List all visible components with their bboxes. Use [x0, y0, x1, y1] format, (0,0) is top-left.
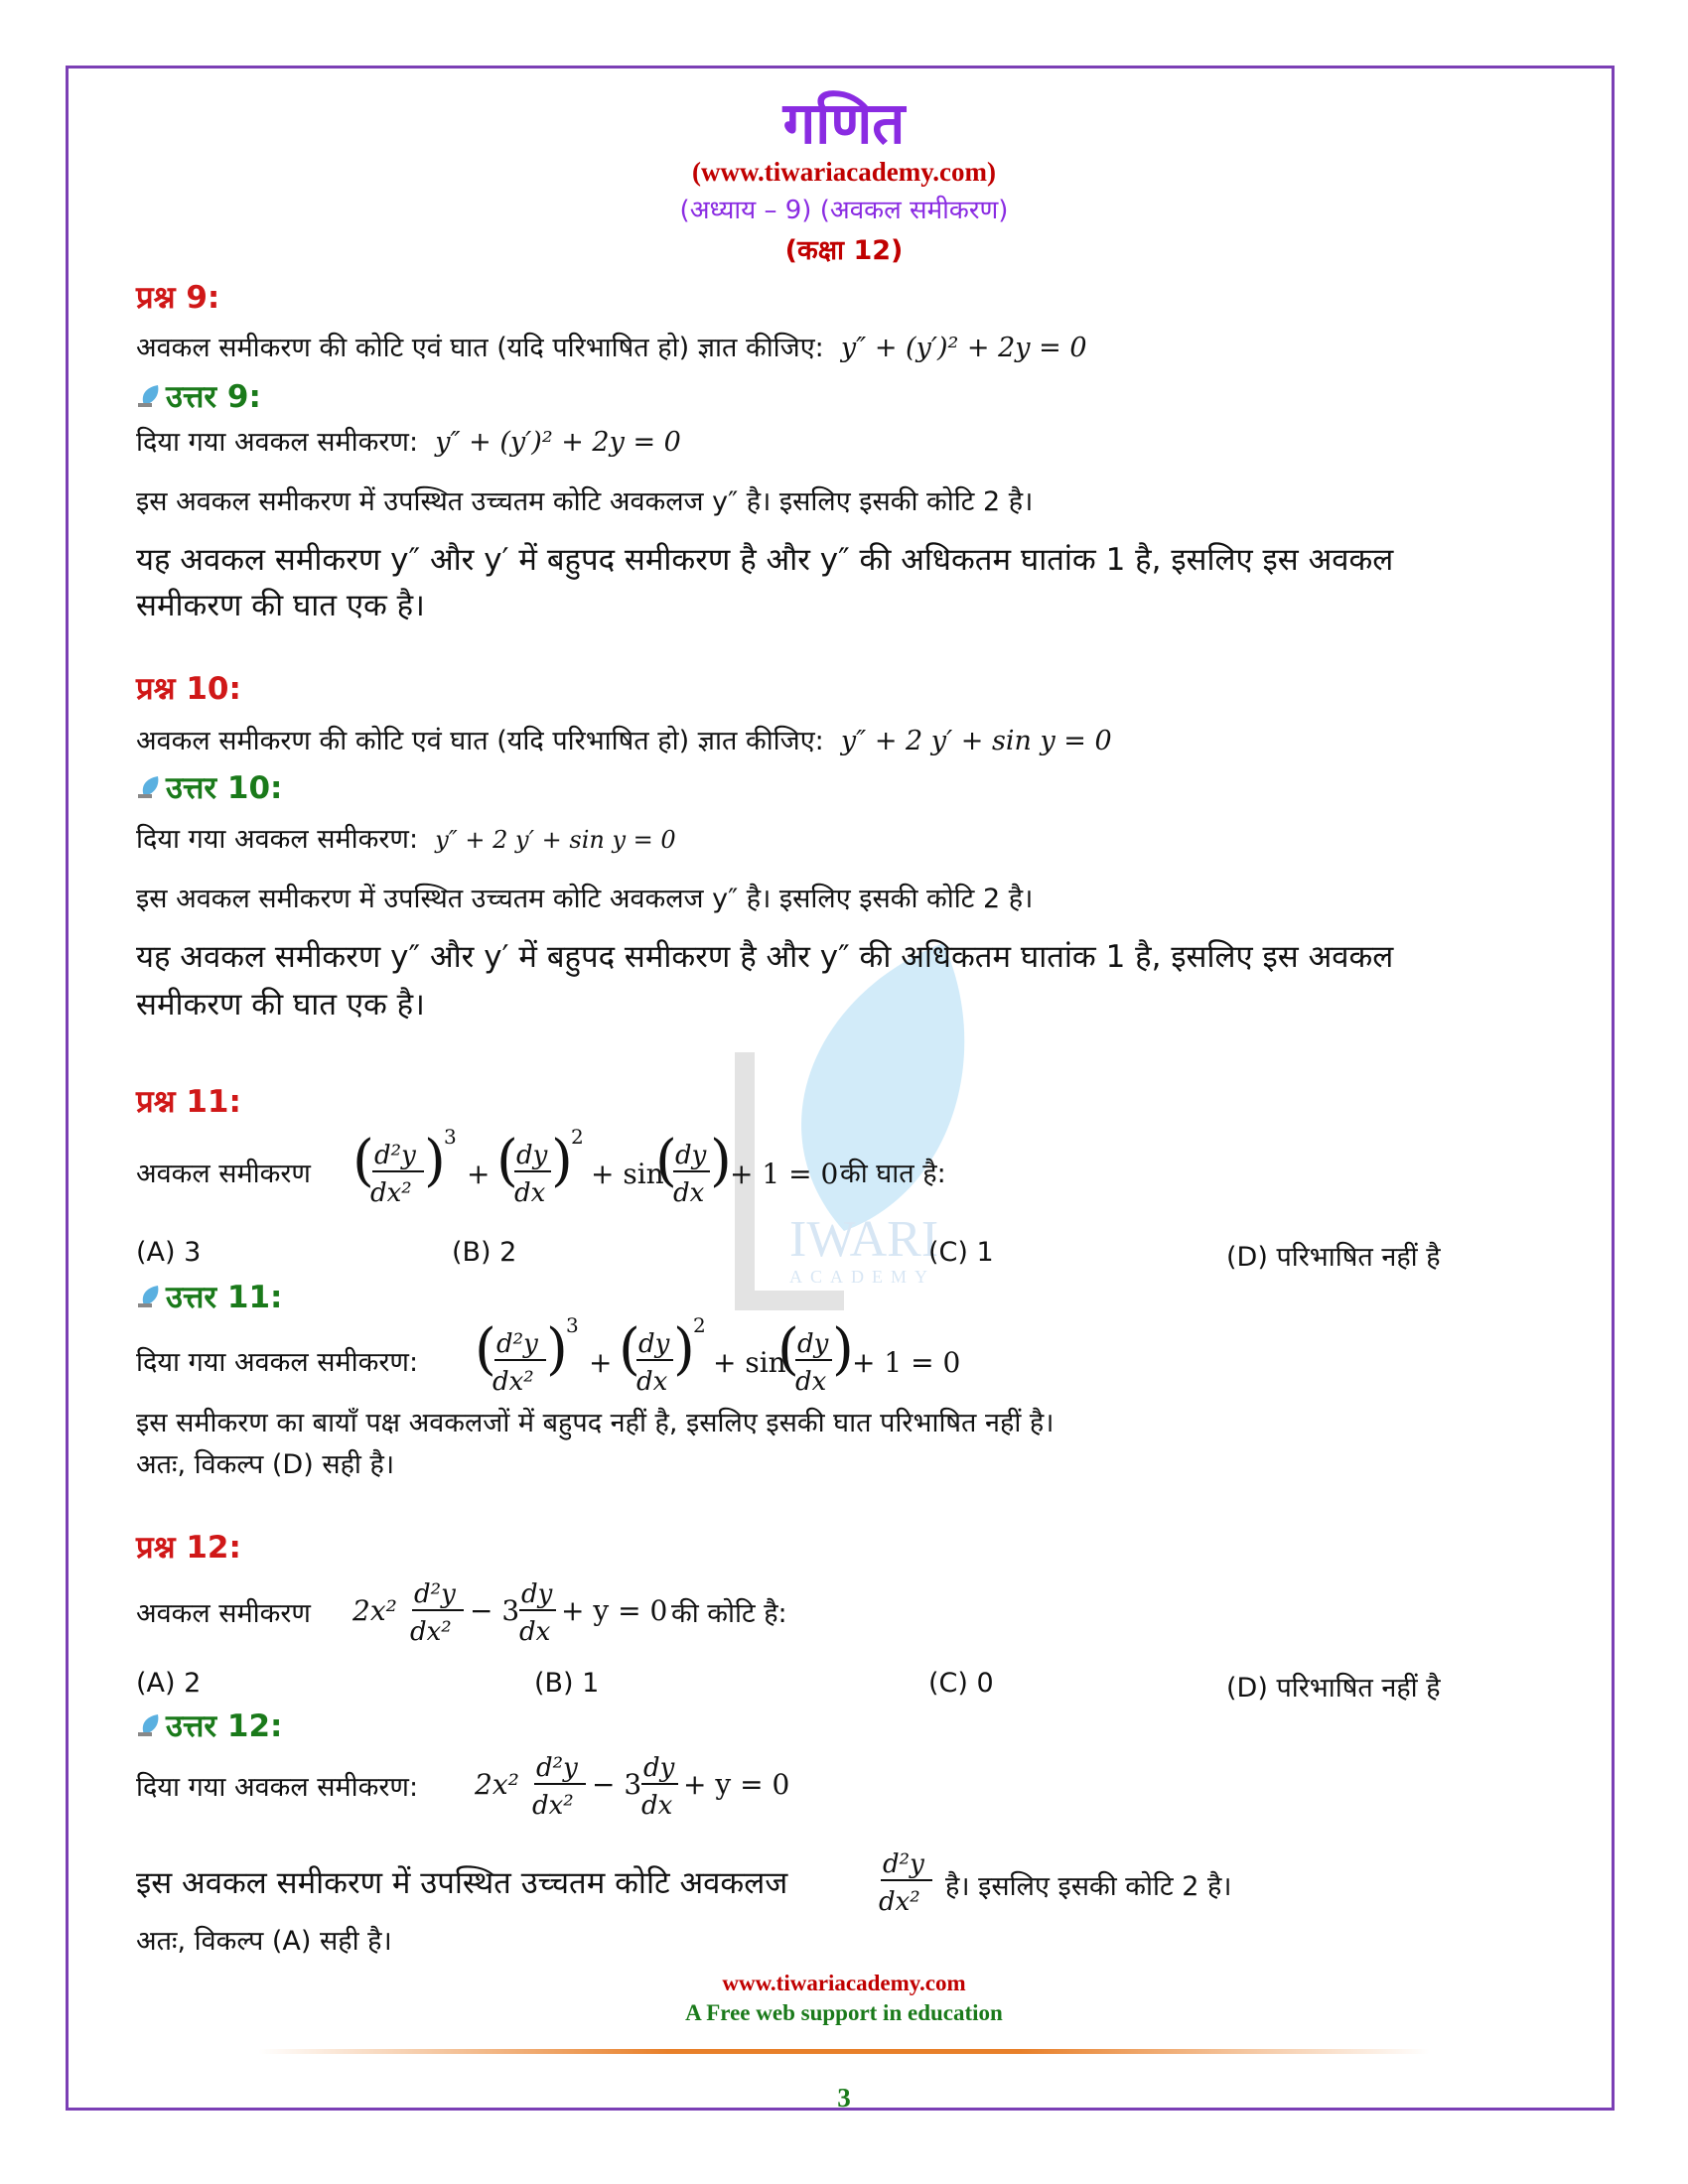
question-11-option-b[interactable]: (B) 2 [452, 1237, 517, 1268]
svg-text:dy: dy [521, 1579, 553, 1609]
svg-text:(: ( [475, 1317, 496, 1382]
svg-text:dy: dy [675, 1141, 707, 1170]
svg-text:dy: dy [516, 1141, 548, 1170]
svg-text:dx: dx [641, 1791, 673, 1821]
answer-12-equation [475, 1742, 802, 1822]
svg-text:): ) [424, 1129, 446, 1193]
answer-11-explanation: इस समीकरण का बायाँ पक्ष अवकलजों में बहुपद नहीं है, इसलिए इसकी घात परिभाषित नहीं है। [136, 1408, 1055, 1438]
question-9-prompt: अवकल समीकरण की कोटि एवं घात (यदि परिभाषित हो) ज्ञात कीजिए: [136, 333, 824, 363]
question-11-text-before: अवकल समीकरण [136, 1159, 311, 1189]
answer-11-given-label: दिया गया अवकल समीकरण: [136, 1347, 419, 1378]
answer-10-given [136, 819, 676, 856]
svg-text:+: + [589, 1346, 613, 1379]
footer-tagline: A Free web support in education [685, 2000, 1003, 2025]
question-11-option-a[interactable]: (A) 3 [136, 1237, 202, 1268]
answer-leaf-icon [136, 383, 162, 409]
svg-text:+ 1 = 0: + 1 = 0 [730, 1158, 839, 1190]
svg-text:d²y: d²y [883, 1849, 924, 1879]
question-11-option-d[interactable]: (D) परिभाषित नहीं है [1226, 1242, 1441, 1273]
question-10-prompt: अवकल समीकरण की कोटि एवं घात (यदि परिभाषित हो) ज्ञात कीजिए: [136, 726, 824, 756]
svg-text:dx: dx [636, 1367, 668, 1397]
svg-text:d²y: d²y [414, 1579, 456, 1609]
answer-leaf-icon [136, 1712, 162, 1738]
chapter-title: (अध्याय – 9) (अवकल समीकरण) [679, 196, 1009, 225]
question-11-text-after: की घात है: [840, 1159, 946, 1189]
question-12-option-b[interactable]: (B) 1 [534, 1668, 600, 1699]
class-label: (कक्षा 12) [784, 235, 904, 266]
answer-leaf-icon [136, 774, 162, 800]
question-9-text [136, 328, 1087, 364]
answer-9-given [136, 422, 681, 459]
question-10-equation: y″ + 2 y′ + sin y = 0 [840, 726, 1112, 756]
answer-11-heading [136, 1276, 282, 1317]
svg-text:dx: dx [673, 1178, 705, 1208]
watermark-text: IWARI [789, 1211, 939, 1268]
question-11-heading: प्रश्न 11: [136, 1084, 241, 1120]
svg-text:dy: dy [643, 1753, 675, 1783]
svg-text:dx²: dx² [879, 1887, 920, 1917]
footer-divider [258, 2049, 1430, 2054]
answer-12-heading [136, 1705, 282, 1746]
answer-9-order: इस अवकल समीकरण में उपस्थित उच्चतम कोटि अवकलज y″ है। इसलिए इसकी कोटि 2 है। [136, 486, 1034, 517]
question-11-option-c[interactable]: (C) 1 [928, 1237, 994, 1268]
answer-10-degree-line1: यह अवकल समीकरण y″ और y′ में बहुपद समीकरण है और y″ की अधिकतम घातांक 1 है, इसलिए इस अवकल [136, 939, 1394, 975]
page-title: गणित [782, 89, 906, 157]
svg-text:(: ( [777, 1317, 799, 1382]
answer-12-order-before: इस अवकल समीकरण में उपस्थित उच्चतम कोटि अवकलज [136, 1865, 788, 1901]
svg-text:(: ( [496, 1129, 518, 1193]
question-10-heading: प्रश्न 10: [136, 671, 241, 707]
answer-9-given-equation: y″ + (y′)² + 2y = 0 [435, 427, 681, 458]
answer-10-given-label: दिया गया अवकल समीकरण: [136, 824, 419, 855]
question-10-text [136, 721, 1112, 757]
svg-text:+ y = 0: + y = 0 [561, 1594, 668, 1627]
svg-text:3: 3 [444, 1125, 457, 1149]
svg-text:): ) [673, 1317, 695, 1382]
answer-12-label: उत्तर 12: [166, 1708, 283, 1744]
answer-12-order-after: है। इसलिए इसकी कोटि 2 है। [945, 1871, 1232, 1902]
svg-text:dx²: dx² [532, 1791, 574, 1821]
header-site-link[interactable]: (www.tiwariacademy.com) [692, 157, 996, 187]
svg-text:dx: dx [519, 1617, 551, 1647]
svg-text:+ sin: + sin [713, 1346, 786, 1379]
svg-text:2: 2 [693, 1313, 706, 1337]
question-12-heading: प्रश्न 12: [136, 1530, 241, 1566]
svg-text:dx: dx [795, 1367, 827, 1397]
question-12-text-before: अवकल समीकरण [136, 1598, 311, 1629]
question-9-equation: y″ + (y′)² + 2y = 0 [840, 333, 1087, 363]
answer-9-given-label: दिया गया अवकल समीकरण: [136, 427, 419, 458]
svg-text:+ y = 0: + y = 0 [683, 1768, 790, 1801]
answer-9-degree-line2: समीकरण की घात एक है। [136, 588, 425, 623]
answer-10-degree-line2: समीकरण की घात एक है। [136, 987, 425, 1023]
svg-text:d²y: d²y [536, 1753, 578, 1783]
svg-text:): ) [546, 1317, 568, 1382]
svg-text:dy: dy [638, 1329, 670, 1359]
question-12-text-after: की कोटि है: [671, 1598, 787, 1629]
question-9-heading: प्रश्न 9: [136, 280, 220, 316]
svg-text:): ) [710, 1129, 732, 1193]
answer-9-heading [136, 375, 261, 417]
answer-9-degree-line1: यह अवकल समीकरण y″ और y′ में बहुपद समीकरण है और y″ की अधिकतम घातांक 1 है, इसलिए इस अवकल [136, 542, 1394, 578]
answer-12-conclusion: अतः, विकल्प (A) सही है। [136, 1926, 392, 1957]
svg-text:+: + [467, 1158, 491, 1190]
svg-text:2x²: 2x² [352, 1594, 397, 1627]
svg-text:dx²: dx² [370, 1178, 412, 1208]
svg-text:− 3: − 3 [592, 1768, 642, 1801]
svg-text:dx²: dx² [410, 1617, 452, 1647]
svg-text:(: ( [619, 1317, 640, 1382]
answer-10-given-equation: y″ + 2 y′ + sin y = 0 [435, 826, 676, 854]
svg-text:2x²: 2x² [475, 1768, 519, 1801]
svg-text:dx²: dx² [492, 1367, 534, 1397]
watermark-subtext: ACADEMY [789, 1267, 936, 1287]
svg-text:+ sin: + sin [591, 1158, 664, 1190]
svg-text:dy: dy [797, 1329, 829, 1359]
svg-text:d²y: d²y [496, 1329, 538, 1359]
answer-11-label: उत्तर 11: [166, 1280, 283, 1315]
svg-text:): ) [551, 1129, 573, 1193]
answer-leaf-icon [136, 1284, 162, 1309]
question-12-option-c[interactable]: (C) 0 [928, 1668, 994, 1699]
question-12-option-d[interactable]: (D) परिभाषित नहीं है [1226, 1673, 1441, 1704]
answer-11-conclusion: अतः, विकल्प (D) सही है। [136, 1449, 395, 1480]
svg-text:(: ( [352, 1129, 374, 1193]
svg-text:3: 3 [566, 1313, 579, 1337]
svg-text:− 3: − 3 [470, 1594, 520, 1627]
answer-10-order: इस अवकल समीकरण में उपस्थित उच्चतम कोटि अवकलज y″ है। इसलिए इसकी कोटि 2 है। [136, 884, 1034, 914]
svg-text:+ 1 = 0: + 1 = 0 [852, 1346, 961, 1379]
question-11-equation [352, 1125, 839, 1209]
footer-site-link[interactable]: www.tiwariacademy.com [722, 1971, 966, 1995]
svg-text:): ) [832, 1317, 854, 1382]
answer-12-given-label: दिया गया अवकल समीकरण: [136, 1772, 419, 1803]
question-12-option-a[interactable]: (A) 2 [136, 1668, 202, 1699]
answer-10-heading [136, 766, 282, 808]
answer-11-equation [475, 1313, 961, 1398]
page-number: 3 [837, 2083, 851, 2113]
svg-text:2: 2 [571, 1125, 584, 1149]
answer-9-label: उत्तर 9: [166, 379, 261, 415]
answer-12-order-derivative [879, 1839, 938, 1918]
question-12-equation [352, 1569, 680, 1648]
svg-text:(: ( [655, 1129, 677, 1193]
svg-text:d²y: d²y [374, 1141, 416, 1170]
svg-text:dx: dx [514, 1178, 546, 1208]
answer-10-label: उत्तर 10: [166, 770, 283, 806]
